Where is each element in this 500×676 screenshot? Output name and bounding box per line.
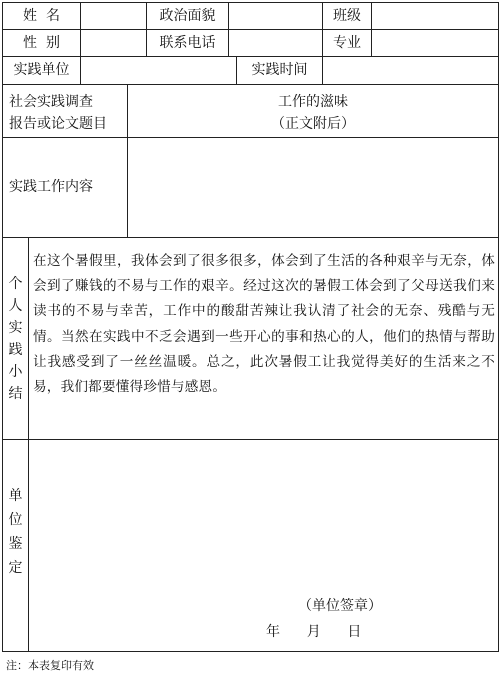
report-title-value[interactable] xyxy=(128,85,498,137)
summary-label-char: 结 xyxy=(8,385,23,402)
practice-time-label: 实践时间 xyxy=(251,62,308,79)
appraisal-label-char: 定 xyxy=(8,560,23,576)
summary-label-char: 小 xyxy=(8,363,23,380)
appraisal-label-char: 鉴 xyxy=(8,536,23,552)
summary-label-char: 实 xyxy=(8,319,23,336)
practice-time-field[interactable] xyxy=(323,57,498,84)
footnote: 注：本表复印有效 xyxy=(6,659,94,672)
work-content-field[interactable] xyxy=(128,138,498,237)
phone-label: 联系电话 xyxy=(159,34,216,51)
frame-right xyxy=(498,2,499,652)
frame-bottom xyxy=(2,651,499,652)
gender-label: 性 别 xyxy=(23,34,60,51)
appraisal-label-char: 位 xyxy=(8,512,23,528)
summary-label-char: 人 xyxy=(8,297,23,314)
report-label-line1: 社会实践调查 xyxy=(9,94,93,110)
work-content-label: 实践工作内容 xyxy=(9,179,93,196)
unit-stamp: （单位签章） xyxy=(298,598,382,614)
class-field[interactable] xyxy=(372,3,498,29)
gender-field[interactable] xyxy=(81,30,146,56)
summary-label-char: 个 xyxy=(8,275,23,292)
political-status-field[interactable] xyxy=(229,3,322,29)
class-label: 班级 xyxy=(333,7,361,24)
unit-appraisal-label xyxy=(3,440,28,651)
personal-summary-label xyxy=(3,238,28,439)
political-status-label: 政治面貌 xyxy=(159,7,216,24)
major-field[interactable] xyxy=(372,30,498,56)
practice-unit-label: 实践单位 xyxy=(13,62,70,79)
unit-appraisal-field[interactable] xyxy=(29,440,498,590)
phone-field[interactable] xyxy=(229,30,322,56)
report-title-label xyxy=(3,85,127,137)
report-title-text: 工作的滋味 xyxy=(278,94,348,110)
rule-content xyxy=(2,237,499,238)
summary-label-char: 践 xyxy=(8,341,23,358)
major-label: 专业 xyxy=(333,34,361,51)
appraisal-date: 年 月 日 xyxy=(266,624,362,640)
practice-unit-field[interactable] xyxy=(81,57,236,84)
name-field[interactable] xyxy=(81,3,146,29)
report-label-line2: 报告或论文题目 xyxy=(9,116,107,132)
name-label: 姓 名 xyxy=(23,7,60,24)
report-subtitle-text: （正文附后） xyxy=(271,116,355,132)
personal-summary-text[interactable]: 在这个暑假里，我体会到了很多很多，体会到了生活的各种艰辛与无奈，体会到了赚钱的不易与工作的艰辛。经过这次的暑假工体会到了父母送我们来读书的不易与幸苦，工作中的酸甜苦辣让我认清了社会的无奈、残酷与无情。当然在实践中不乏会遇到一些开心的事和热心的人，他们的热情与帮助让我感受到了一丝丝温暖。总之，此次暑假工让我觉得美好的生活来之不易，我们都要懂得珍惜与感恩。 xyxy=(33,253,495,396)
appraisal-label-char: 单 xyxy=(8,488,23,504)
